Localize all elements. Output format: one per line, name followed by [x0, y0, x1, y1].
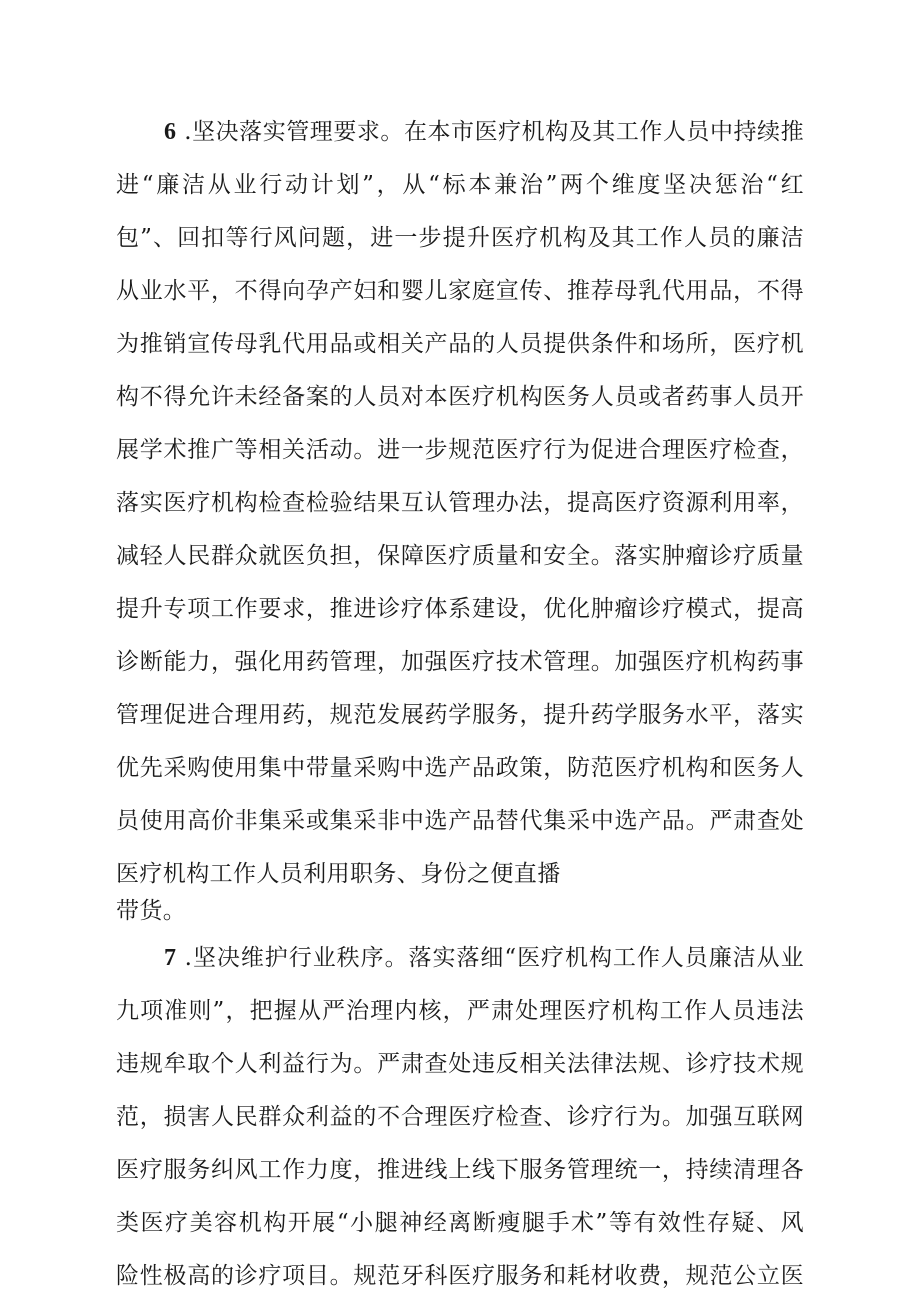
paragraph-6-line-5: 为推销宣传母乳代用品或相关产品的人员提供条件和场所，医疗机: [116, 331, 804, 357]
paragraph-7-number: 7: [164, 945, 177, 971]
paragraph-6-line-6: 构不得允许未经备案的人员对本医疗机构医务人员或者药事人员开: [116, 384, 804, 410]
paragraph-7-line-3: 违规牟取个人利益行为。严肃查处违反相关法律法规、诊疗技术规: [116, 1051, 804, 1077]
paragraph-7-line-1-text: .坚决维护行业秩序。落实落细“医疗机构工作人员廉洁从业: [176, 945, 804, 971]
paragraph-7-line-6: 类医疗美容机构开展“小腿神经离断瘦腿手术”等有效性存疑、风: [116, 1210, 804, 1236]
paragraph-6-line-12: 管理促进合理用药，规范发展药学服务，提升药学服务水平，落实: [116, 702, 804, 728]
paragraph-6-line-2: 进“廉洁从业行动计划”，从“标本兼治”两个维度坚决惩治“红: [116, 172, 804, 198]
paragraph-6-line-14: 员使用高价非集采或集采非中选产品替代集采中选产品。严肃查处: [116, 808, 804, 834]
paragraph-6-line-13: 优先采购使用集中带量采购中选产品政策，防范医疗机构和医务人: [116, 755, 804, 781]
paragraph-7-line-2: 九项准则”，把握从严治理内核，严肃处理医疗机构工作人员违法: [116, 998, 804, 1024]
paragraph-6-line-1-text: .坚决落实管理要求。在本市医疗机构及其工作人员中持续推: [176, 119, 804, 145]
paragraph-6-line-1: [164, 112, 804, 152]
paragraph-6-line-16: 带货。: [116, 898, 187, 924]
paragraph-6-line-3: 包”、回扣等行风问题，进一步提升医疗机构及其工作人员的廉洁: [116, 225, 804, 251]
paragraph-6-line-11: 诊断能力，强化用药管理，加强医疗技术管理。加强医疗机构药事: [116, 649, 804, 675]
paragraph-7-line-5: 医疗服务纠风工作力度，推进线上线下服务管理统一，持续清理各: [116, 1157, 804, 1183]
paragraph-6-line-7: 展学术推广等相关活动。进一步规范医疗行为促进合理医疗检查，: [116, 437, 804, 463]
paragraph-7-line-4: 范，损害人民群众利益的不合理医疗检查、诊疗行为。加强互联网: [116, 1104, 804, 1130]
paragraph-6-line-4: 从业水平，不得向孕产妇和婴儿家庭宣传、推荐母乳代用品，不得: [116, 278, 804, 304]
paragraph-6-line-8: 落实医疗机构检查检验结果互认管理办法，提高医疗资源利用率，: [116, 490, 804, 516]
paragraph-6-line-15: 医疗机构工作人员利用职务、身份之便直播: [116, 861, 561, 887]
paragraph-6-line-9: 减轻人民群众就医负担，保障医疗质量和安全。落实肿瘤诊疗质量: [116, 543, 804, 569]
paragraph-7-line-1: [164, 938, 804, 978]
paragraph-6-line-10: 提升专项工作要求，推进诊疗体系建设，优化肿瘤诊疗模式，提高: [116, 596, 804, 622]
paragraph-7-line-7: 险性极高的诊疗项目。规范牙科医疗服务和耗材收费，规范公立医: [116, 1263, 804, 1289]
paragraph-6-number: 6: [164, 119, 177, 145]
